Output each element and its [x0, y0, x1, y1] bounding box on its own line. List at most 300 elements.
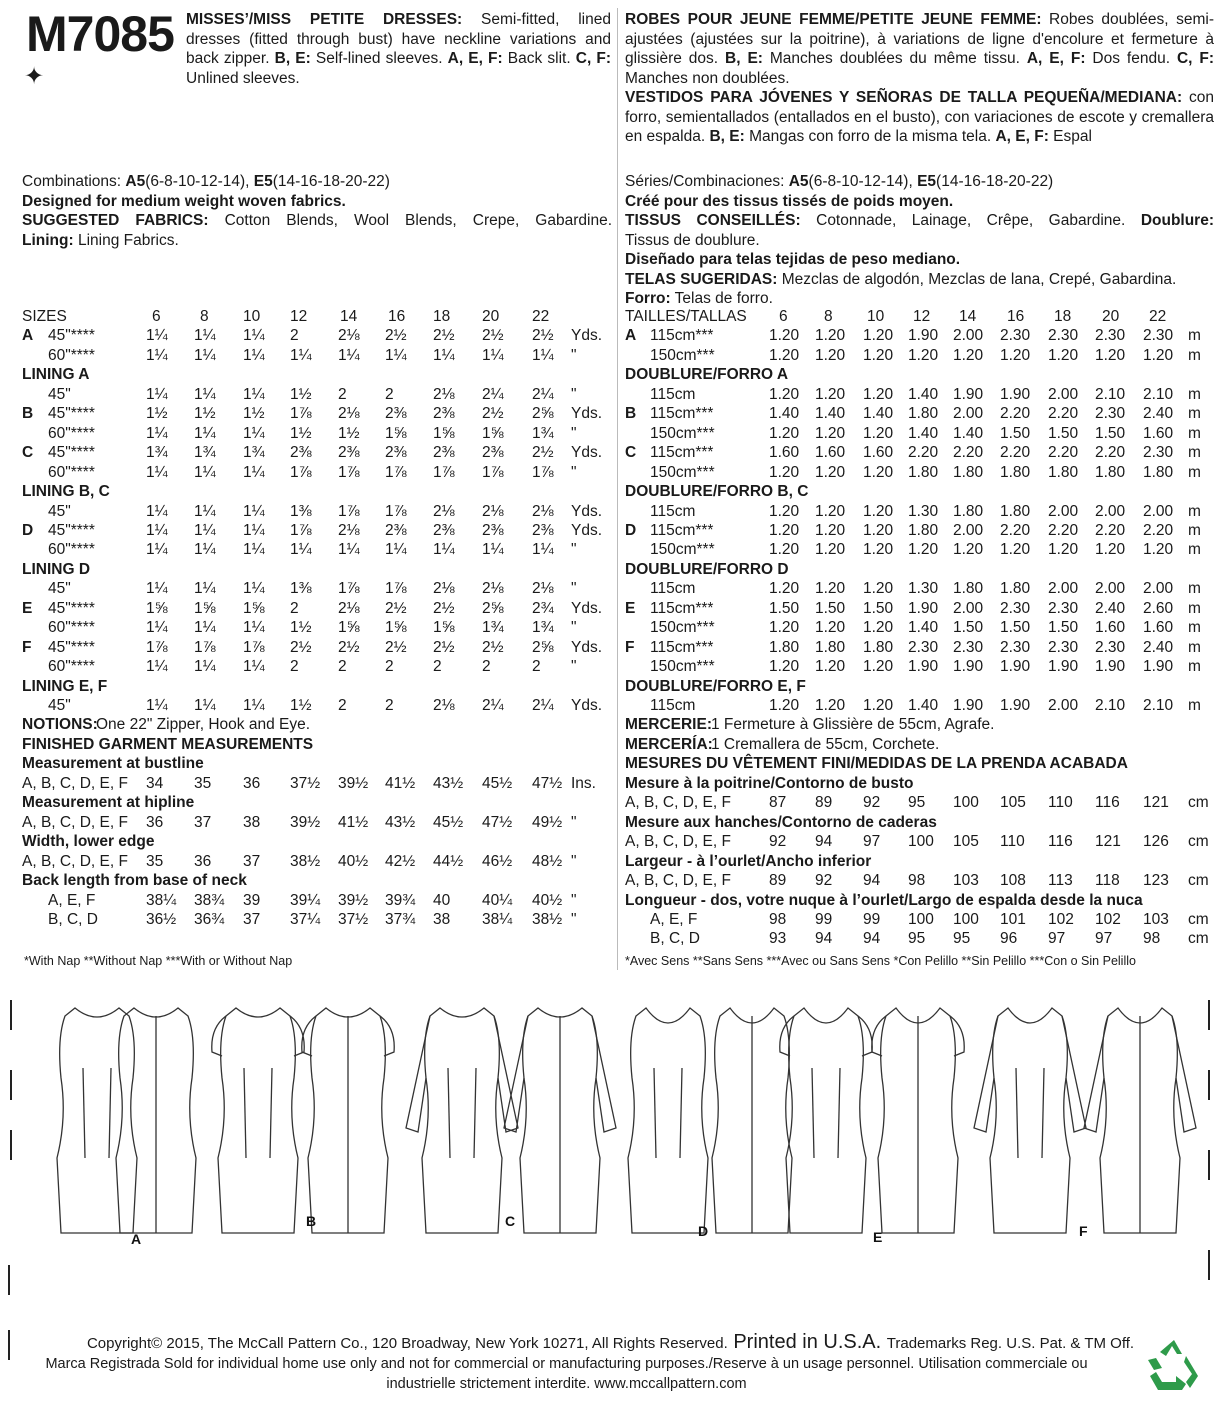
table-cell: 2⅝ [482, 599, 504, 617]
unit: cm [1188, 833, 1209, 851]
table-cell: 2⅜ [482, 444, 504, 462]
table-row [625, 521, 1214, 541]
table-cell: 45½ [433, 813, 464, 831]
table-cell: 40¼ [482, 891, 513, 909]
fr-designed: Créé pour des tissus tissés de poids moyen. [625, 192, 954, 210]
table-row [22, 365, 612, 385]
table-cell: 35 [194, 774, 212, 792]
unit: m [1188, 580, 1201, 598]
table-cell: 1.20 [815, 541, 846, 559]
table-cell: 46½ [482, 852, 513, 870]
table-cell: 1¼ [243, 580, 265, 598]
notions-text: 1 Cremallera de 55cm, Corchete. [711, 735, 940, 753]
row-label: A, B, C, D, E, F [22, 774, 128, 792]
unit: Yds. [571, 599, 603, 617]
table-cell: 39¾ [385, 891, 416, 909]
table-cell: 1⅝ [338, 619, 360, 637]
table-row [22, 832, 612, 852]
table-cell: 1.20 [815, 346, 846, 364]
table-cell: 1.90 [953, 658, 984, 676]
table-cell: 1.50 [1095, 424, 1126, 442]
table-cell: 2¼ [532, 385, 554, 403]
table-cell: 1.90 [1000, 697, 1031, 714]
sleeve-outline [592, 1016, 616, 1132]
table-cell: 1.20 [815, 424, 846, 442]
table-cell: 1.20 [769, 463, 800, 481]
table-row [625, 929, 1214, 949]
dart-line [1016, 1068, 1018, 1158]
table-cell: 2⅛ [338, 327, 360, 345]
section-heading: MESURES DU VÊTEMENT FINI/MEDIDAS DE LA PRENDA ACABADA [625, 755, 1128, 773]
table-cell: 2.20 [1095, 444, 1126, 462]
table-cell: 1¼ [338, 346, 360, 364]
fr-lining-label: Doublure: [1140, 212, 1214, 229]
table-cell: 92 [815, 872, 833, 890]
row-label: 150cm*** [650, 346, 715, 364]
table-cell: 2.60 [1143, 599, 1174, 617]
table-cell: 1.40 [908, 697, 939, 714]
table-cell: 1.20 [863, 463, 894, 481]
table-cell: 2 [338, 697, 347, 714]
table-row [22, 463, 612, 483]
table-cell: 1.80 [1095, 463, 1126, 481]
table-cell: 1¼ [194, 580, 216, 598]
table-cell: 2.00 [1143, 502, 1174, 520]
unit: m [1188, 444, 1201, 462]
table-row [22, 735, 612, 755]
table-cell: 1¼ [433, 346, 455, 364]
dart-line [474, 1068, 476, 1158]
table-cell: 1½ [146, 405, 168, 423]
section-heading: Mesure à la poitrine/Contorno de busto [625, 774, 914, 792]
table-cell: 1¼ [194, 327, 216, 345]
table-cell: 2.00 [1143, 580, 1174, 598]
unit: " [571, 658, 577, 676]
table-cell: 1.20 [863, 658, 894, 676]
table-cell: 1½ [338, 424, 360, 442]
table-cell: 103 [1143, 910, 1169, 928]
sleeve-outline [1084, 1016, 1108, 1132]
table-cell: 102 [1095, 910, 1121, 928]
table-cell: 2½ [385, 327, 407, 345]
table-cell: 2⅜ [290, 444, 312, 462]
table-row [22, 579, 612, 599]
en-title: MISSES’/MISS PETITE DRESSES: [186, 11, 463, 28]
table-cell: 2½ [433, 327, 455, 345]
table-row [625, 910, 1214, 930]
table-cell: 1.20 [863, 697, 894, 714]
table-cell: 1¼ [194, 502, 216, 520]
table-cell: 1⅝ [385, 424, 407, 442]
table-cell: 40 [433, 891, 451, 909]
table-cell: 38 [243, 813, 261, 831]
table-cell: 2 [532, 658, 541, 676]
table-cell: 1¼ [385, 541, 407, 559]
table-cell: 100 [953, 910, 979, 928]
trademark-text: Trademarks Reg. U.S. Pat. & TM Off. [886, 1335, 1135, 1352]
table-cell: 1.40 [908, 385, 939, 403]
table-cell: 41½ [338, 813, 369, 831]
table-cell: 121 [1143, 794, 1169, 812]
table-cell: 43½ [385, 813, 416, 831]
table-cell: 1⅝ [243, 599, 265, 617]
view-letter: A [625, 327, 637, 345]
table-cell: 2.00 [1048, 502, 1079, 520]
table-cell: 2.30 [1143, 327, 1174, 345]
table-cell: 40½ [338, 852, 369, 870]
dart-line [244, 1068, 246, 1158]
table-cell: 16 [388, 308, 406, 325]
sleeve-outline [1062, 1016, 1086, 1132]
fabrics-text: Cotton Blends, Wool Blends, Crepe, Gabardine. [208, 212, 612, 229]
table-row [625, 735, 1214, 755]
table-cell: 2.40 [1143, 405, 1174, 423]
table-cell: 2⅜ [532, 521, 554, 539]
table-cell: 93 [769, 930, 787, 948]
table-row [625, 793, 1214, 813]
table-cell: 1⅝ [433, 424, 455, 442]
row-label: 150cm*** [650, 658, 715, 676]
table-cell: 1.90 [1000, 385, 1031, 403]
sleeve-outline [974, 1016, 998, 1132]
section-heading: DOUBLURE/FORRO D [625, 560, 789, 578]
table-cell: 1.80 [953, 502, 984, 520]
table-cell: 34 [146, 774, 164, 792]
table-cell: 44½ [433, 852, 464, 870]
unit: " [571, 910, 577, 928]
table-cell: 2 [385, 697, 394, 714]
table-row [625, 482, 1214, 502]
table-cell: 1.50 [815, 599, 846, 617]
table-cell: 1¼ [146, 697, 168, 714]
table-cell: 110 [1048, 794, 1073, 812]
table-cell: 1.20 [769, 327, 800, 345]
table-row [625, 502, 1214, 522]
unit: cm [1188, 930, 1209, 948]
dress-outline [990, 1008, 1070, 1233]
comb-a-sizes: (6-8-10-12-14), [145, 173, 254, 190]
es-lining [625, 289, 1214, 309]
table-cell: 1.20 [815, 697, 846, 714]
table-cell: 45½ [482, 774, 513, 792]
table-cell: 1.20 [815, 327, 846, 345]
table-cell: 1⅞ [338, 502, 360, 520]
es-fabrics-label: TELAS SUGERIDAS: [625, 270, 778, 288]
table-cell: 1.20 [815, 619, 846, 637]
table-cell: 1⅞ [290, 405, 312, 423]
table-cell: 1.60 [1143, 424, 1174, 442]
table-cell: 100 [953, 794, 979, 812]
lining-line [22, 231, 612, 251]
dart-line [448, 1068, 450, 1158]
table-cell: 36 [146, 813, 164, 831]
table-row [625, 579, 1214, 599]
table-cell: 1.50 [769, 599, 800, 617]
table-cell: 43½ [433, 774, 464, 792]
table-cell: 1.90 [1000, 658, 1031, 676]
table-cell: 121 [1095, 833, 1121, 851]
unit: cm [1188, 872, 1209, 890]
table-row [22, 910, 612, 930]
french-spanish-description [625, 10, 1214, 150]
table-cell: 1.80 [1143, 463, 1174, 481]
table-cell: 39¼ [290, 891, 321, 909]
table-cell: 1¼ [194, 424, 216, 442]
en-b2: A, E, F: [447, 50, 503, 67]
table-cell: 14 [340, 308, 358, 325]
table-cell: 1.20 [815, 658, 846, 676]
table-cell: 1.20 [1095, 541, 1126, 559]
table-cell: 1¼ [290, 346, 312, 364]
table-row [625, 618, 1214, 638]
edge-mark [10, 1130, 12, 1160]
table-row [625, 599, 1214, 619]
unit: Yds. [571, 327, 603, 345]
row-label: 115cm [650, 385, 696, 403]
row-label: A, B, C, D, E, F [625, 872, 731, 890]
dart-line [270, 1068, 272, 1158]
table-row [625, 871, 1214, 891]
table-cell: 2 [338, 658, 347, 676]
section-heading: DOUBLURE/FORRO B, C [625, 483, 809, 501]
recycle-icon [1146, 1338, 1202, 1392]
table-cell: 1⅞ [385, 502, 407, 520]
lining-label: Lining: [22, 231, 74, 249]
fr-t1: Manches doublées du même tissu. [762, 50, 1027, 67]
fr-title: ROBES POUR JEUNE FEMME/PETITE JEUNE FEMME: [625, 11, 1042, 28]
fr-t2: Dos fendu. [1085, 50, 1177, 67]
footnote-fr-es: *Avec Sens **Sans Sens ***Avec ou Sans Sens *Con Pelillo **Sin Pelillo ***Con o Sin Pelillo [625, 954, 1136, 968]
table-cell: 1.50 [953, 619, 984, 637]
table-cell: 1.90 [908, 327, 939, 345]
table-cell: 101 [1000, 910, 1026, 928]
table-cell: 1.30 [908, 502, 939, 520]
table-cell: 2⅜ [385, 521, 407, 539]
table-cell: 2.30 [1048, 638, 1079, 656]
dress-outline [786, 1008, 866, 1233]
table-cell: 1¾ [146, 444, 168, 462]
fr-t3: Manches non doublées. [625, 69, 790, 87]
table-cell: 2⅛ [338, 521, 360, 539]
section-heading: LINING D [22, 560, 91, 578]
row-label: 45"**** [48, 599, 95, 617]
table-row [22, 404, 612, 424]
notions-label: NOTIONS: [22, 716, 98, 734]
table-row [625, 540, 1214, 560]
sleeve-outline [1172, 1016, 1196, 1132]
suggested-fabrics [22, 211, 612, 231]
view-label: B [306, 1213, 317, 1229]
table-cell: 1¼ [146, 463, 168, 481]
table-row [625, 832, 1214, 852]
table-row [625, 404, 1214, 424]
table-cell: 1.90 [1095, 658, 1126, 676]
edge-mark [10, 1000, 12, 1030]
table-cell: 2.20 [1000, 521, 1031, 539]
table-cell: 1⅝ [146, 599, 168, 617]
table-cell: 37 [194, 813, 212, 831]
table-cell: 2.20 [1143, 521, 1174, 539]
table-cell: 1¾ [194, 444, 216, 462]
table-cell: 2½ [385, 638, 407, 656]
dart-line [83, 1068, 85, 1158]
comb-e-sizes: (14-16-18-20-22) [272, 173, 390, 190]
table-cell: 2⅛ [338, 599, 360, 617]
row-label: A, E, F [48, 891, 96, 909]
table-row [22, 443, 612, 463]
table-cell: 38¼ [482, 910, 513, 928]
table-cell: 39½ [338, 891, 369, 909]
view-label: E [873, 1229, 883, 1245]
copyright-text: Copyright© 2015, The McCall Pattern Co., 120 Broadway, New York 10271, All Rights Reserved. [86, 1335, 728, 1352]
table-cell: 2.10 [1095, 697, 1126, 714]
edge-mark [1208, 1250, 1210, 1280]
table-cell: 2⅜ [482, 521, 504, 539]
table-cell: 1¼ [194, 697, 216, 714]
row-label: B, C, D [650, 930, 700, 948]
unit: " [571, 346, 577, 364]
view-label: F [1079, 1223, 1088, 1239]
table-cell: 94 [815, 833, 833, 851]
table-cell: 1⅞ [338, 580, 360, 598]
table-cell: 1½ [290, 385, 312, 403]
table-row [22, 696, 612, 716]
table-row [625, 852, 1214, 872]
sleeve-outline [494, 1016, 518, 1132]
table-cell: 36½ [146, 910, 177, 928]
table-row [625, 424, 1214, 444]
table-row [22, 677, 612, 697]
table-row [625, 891, 1214, 911]
table-cell: 1¼ [194, 385, 216, 403]
table-row [625, 560, 1214, 580]
view-letter: E [22, 599, 33, 617]
table-cell: 2⅛ [433, 697, 455, 714]
table-cell: 2½ [433, 599, 455, 617]
view-letter: B [625, 405, 637, 423]
table-cell: 1¼ [146, 502, 168, 520]
table-cell: 35 [146, 852, 164, 870]
table-cell: 2.30 [1000, 327, 1031, 345]
table-cell: 49½ [532, 813, 563, 831]
table-cell: 2½ [338, 638, 360, 656]
table-cell: 2.30 [1048, 599, 1079, 617]
view-letter: E [625, 599, 636, 617]
table-cell: 37¼ [290, 910, 321, 928]
dart-line [109, 1068, 111, 1158]
table-cell: 47½ [482, 813, 513, 831]
unit: m [1188, 619, 1201, 637]
unit: " [571, 580, 577, 598]
table-row [22, 482, 612, 502]
table-cell: 95 [908, 794, 926, 812]
table-cell: 1.50 [1048, 424, 1079, 442]
en-t2: Back slit. [502, 50, 576, 67]
table-cell: 2⅛ [532, 580, 554, 598]
row-label: 45"**** [48, 405, 95, 423]
right-intro [625, 172, 1214, 309]
table-cell: 2.00 [953, 405, 984, 423]
table-cell: 1.20 [769, 521, 800, 539]
table-cell: 1¼ [243, 502, 265, 520]
row-label: 60"**** [48, 463, 95, 481]
row-label: 60"**** [48, 658, 95, 676]
table-cell: 94 [815, 930, 833, 948]
table-cell: 87 [769, 794, 787, 812]
edge-mark [1208, 1070, 1210, 1100]
table-cell: 1.90 [908, 658, 939, 676]
table-row [625, 715, 1214, 735]
table-row [625, 696, 1214, 716]
row-label: 60"**** [48, 424, 95, 442]
star-icon: ✦ [24, 63, 45, 90]
unit: " [571, 541, 577, 559]
row-label: 45" [48, 385, 71, 403]
table-cell: 95 [908, 930, 926, 948]
table-cell: 102 [1048, 910, 1074, 928]
table-cell: 1¼ [532, 541, 554, 559]
comb-a: A5 [125, 173, 146, 190]
table-cell: 1¼ [338, 541, 360, 559]
table-cell: 1¼ [194, 619, 216, 637]
table-cell: 2½ [433, 638, 455, 656]
table-cell: 1¼ [243, 697, 265, 714]
en-text: Semi-fitted, lined dresses (fitted through bust) have neckline variations and back zipper. [186, 11, 611, 67]
unit: m [1188, 658, 1201, 676]
unit: Yds. [571, 521, 603, 539]
fr-lining-text: Tissus de doublure. [625, 231, 760, 249]
table-cell: 1.40 [769, 405, 800, 423]
table-cell: 1.20 [769, 541, 800, 559]
table-cell: 1¼ [146, 580, 168, 598]
sleeve-outline [504, 1016, 528, 1132]
table-cell: 2⅜ [433, 444, 455, 462]
table-cell: 1¼ [532, 346, 554, 364]
unit: Yds. [571, 444, 603, 462]
table-cell: 1⅞ [146, 638, 168, 656]
unit: Ins. [571, 774, 596, 792]
table-cell: 1.30 [908, 580, 939, 598]
table-cell: 1.20 [953, 346, 984, 364]
section-heading: Measurement at hipline [22, 794, 195, 812]
fr-b2: A, E, F: [1026, 50, 1086, 67]
unit: Yds. [571, 697, 603, 714]
table-cell: 1.60 [769, 444, 800, 462]
table-cell: 16 [1007, 308, 1025, 325]
table-cell: 1.20 [908, 541, 939, 559]
table-row [22, 326, 612, 346]
table-cell: 1⅞ [532, 463, 554, 481]
table-cell: 2.20 [908, 444, 939, 462]
table-cell: 97 [863, 833, 881, 851]
table-cell: 1.20 [863, 541, 894, 559]
column-divider [617, 8, 618, 970]
table-cell: 1⅝ [482, 424, 504, 442]
table-cell: 22 [1149, 308, 1167, 325]
row-label: 115cm*** [650, 444, 714, 462]
table-cell: 1.40 [908, 619, 939, 637]
table-cell: 2.10 [1143, 385, 1174, 403]
row-label: A, B, C, D, E, F [22, 813, 128, 831]
table-cell: 1¼ [482, 541, 504, 559]
table-cell: 38½ [532, 910, 563, 928]
sleeve-outline [406, 1016, 430, 1132]
printed-in: Printed in U.S.A. [727, 1331, 887, 1353]
row-label: 150cm*** [650, 619, 715, 637]
table-cell: 2⅜ [338, 444, 360, 462]
table-cell: 18 [1054, 308, 1072, 325]
unit: m [1188, 638, 1201, 656]
